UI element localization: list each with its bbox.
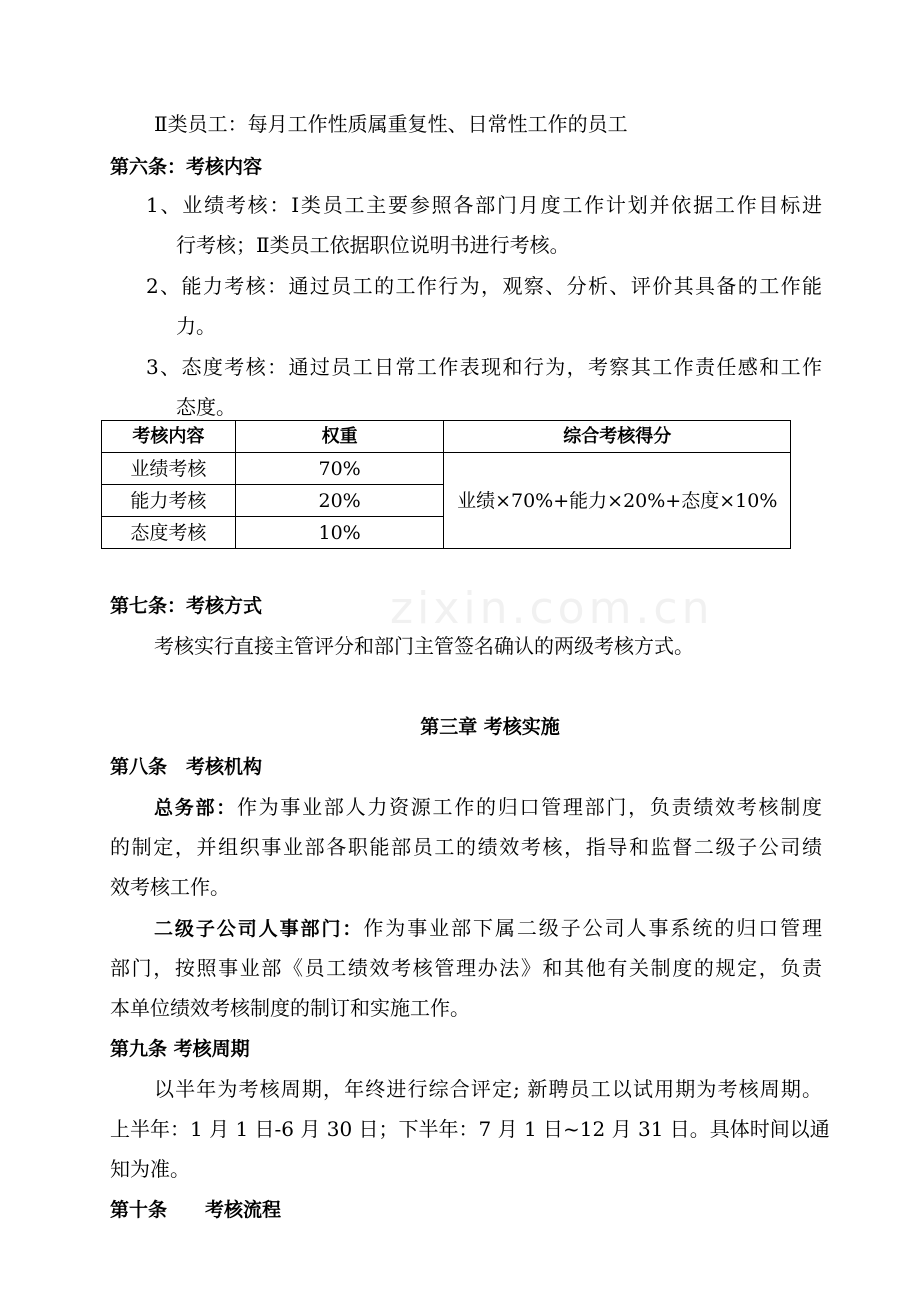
article8-p1-text: 作为事业部人力资源工作的归口管理部门，负责绩效考核制度 <box>236 795 822 819</box>
article8-p2-text: 作为事业部下属二级子公司人事系统的归口管理 <box>363 916 822 940</box>
article9-line1: 以半年为考核周期，年终进行综合评定; 新聘员工以试用期为考核周期。 <box>154 1077 822 1101</box>
article8-p1-line3: 效考核工作。 <box>110 875 230 899</box>
article7-heading: 第七条：考核方式 <box>110 595 263 617</box>
article9-line2: 上半年：1 月 1 日-6 月 30 日；下半年：7 月 1 日~12 月 31 日。具体时间以通 <box>110 1117 830 1141</box>
article6-item2-line2: 力。 <box>176 314 216 338</box>
class2-description: Ⅱ类员工：每月工作性质属重复性、日常性工作的员工 <box>154 112 628 136</box>
article8-p2-line3: 本单位绩效考核制度的制订和实施工作。 <box>110 996 470 1020</box>
header-weight: 权重 <box>235 421 444 453</box>
header-item: 考核内容 <box>102 421 236 453</box>
subsidiary-hr-label: 二级子公司人事部门： <box>154 918 364 940</box>
article10-heading: 第十条 考核流程 <box>110 1199 282 1221</box>
table-row <box>102 453 791 485</box>
chapter-title: 第三章 考核实施 <box>420 716 560 738</box>
score-formula: 业绩×70%+能力×20%+态度×10% <box>444 453 791 549</box>
watermark: zixin.com.cn <box>390 583 714 634</box>
article6-item3-line2: 态度。 <box>176 395 236 419</box>
row-item: 业绩考核 <box>102 453 236 485</box>
article6-item1-line2: 行考核；Ⅱ类员工依据职位说明书进行考核。 <box>176 233 570 257</box>
article8-heading: 第八条 考核机构 <box>110 756 263 778</box>
header-overall-score: 综合考核得分 <box>444 421 791 453</box>
row-item: 态度考核 <box>102 517 236 549</box>
article6-item3-line1: 3、态度考核：通过员工日常工作表现和行为，考察其工作责任感和工作 <box>146 355 822 379</box>
row-weight: 70% <box>235 453 444 485</box>
row-weight: 10% <box>235 517 444 549</box>
article6-item2-line1: 2、能力考核：通过员工的工作行为，观察、分析、评价其具备的工作能 <box>146 274 822 298</box>
general-affairs-label: 总务部： <box>154 797 237 819</box>
row-weight: 20% <box>235 485 444 517</box>
article8-p2-line1 <box>154 914 822 943</box>
score-table <box>101 420 791 549</box>
row-item: 能力考核 <box>102 485 236 517</box>
article8-p2-line2: 部门，按照事业部《员工绩效考核管理办法》和其他有关制度的规定，负责 <box>110 956 822 980</box>
article9-heading: 第九条 考核周期 <box>110 1038 250 1060</box>
article8-p1-line2: 的制定，并组织事业部各职能部员工的绩效考核，指导和监督二级子公司绩 <box>110 835 822 859</box>
score-table-header <box>102 421 791 453</box>
article6-heading: 第六条：考核内容 <box>110 156 263 178</box>
article9-line3: 知为准。 <box>110 1157 190 1181</box>
article6-item1-line1: 1、业绩考核：Ⅰ类员工主要参照各部门月度工作计划并依据工作目标进 <box>146 193 822 217</box>
article7-text: 考核实行直接主管评分和部门主管签名确认的两级考核方式。 <box>154 634 694 658</box>
article8-p1-line1 <box>154 793 822 822</box>
